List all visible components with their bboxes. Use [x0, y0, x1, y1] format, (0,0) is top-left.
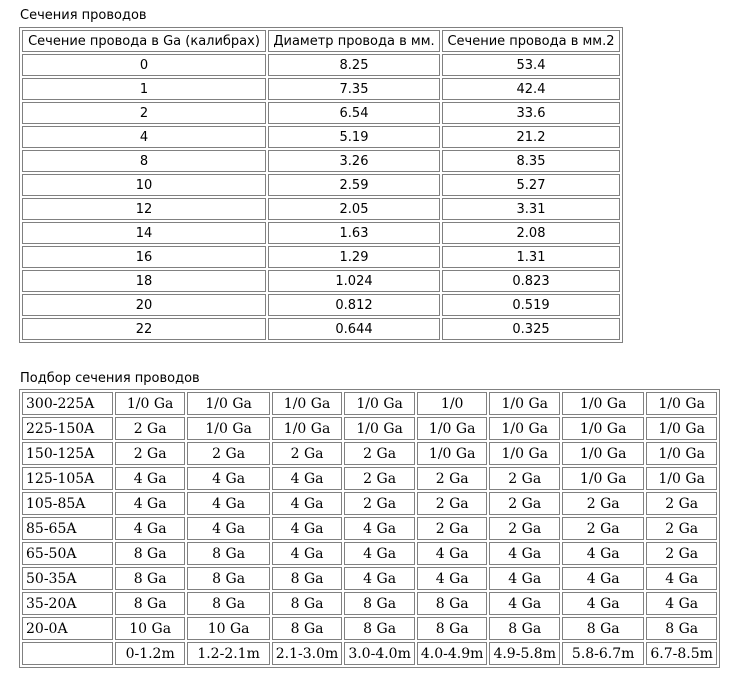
current-range-cell: 85-65A [22, 517, 113, 540]
diameter-cell: 2.59 [268, 174, 440, 196]
gauge-cell: 4 Ga [344, 567, 415, 590]
diameter-cell: 6.54 [268, 102, 440, 124]
table-row [22, 294, 620, 316]
gauge-cell: 2 Ga [646, 542, 717, 565]
header-cell-diameter: Диаметр провода в мм. [268, 30, 440, 52]
current-range-cell: 105-85A [22, 492, 113, 515]
table-row [22, 174, 620, 196]
area-cell: 53.4 [442, 54, 620, 76]
gauge-cell: 2 Ga [417, 492, 488, 515]
table-row [22, 150, 620, 172]
gauge-cell: 4 Ga [115, 492, 186, 515]
current-range-cell: 150-125A [22, 442, 113, 465]
gauge-cell: 2 Ga [344, 467, 415, 490]
gauge-cell: 4 Ga [187, 467, 269, 490]
gauge-cell: 8 Ga [115, 542, 186, 565]
area-cell: 5.27 [442, 174, 620, 196]
gauge-cell: 4 Ga [344, 542, 415, 565]
gauge-cell: 4 Ga [344, 517, 415, 540]
diameter-cell: 5.19 [268, 126, 440, 148]
table-row [22, 198, 620, 220]
gauge-cell: 1/0 Ga [489, 392, 560, 415]
gauge-cell: 1/0 Ga [562, 417, 644, 440]
gauge-cell: 1/0 Ga [417, 442, 488, 465]
length-cell: 1.2-2.1m [187, 642, 269, 665]
current-range-cell: 300-225A [22, 392, 113, 415]
gauge-cell: 1/0 Ga [562, 467, 644, 490]
gauge-cell: 22 [22, 318, 266, 340]
gauge-cell: 1/0 Ga [344, 417, 415, 440]
area-cell: 33.6 [442, 102, 620, 124]
gauge-cell: 8 Ga [489, 617, 560, 640]
table-row [22, 392, 717, 415]
gauge-cell: 1/0 Ga [646, 442, 717, 465]
gauge-cell: 8 Ga [272, 592, 343, 615]
gauge-cell: 1/0 Ga [272, 417, 343, 440]
gauge-cell: 16 [22, 246, 266, 268]
gauge-cell: 2 Ga [489, 517, 560, 540]
gauge-cell: 4 Ga [417, 542, 488, 565]
gauge-cell: 4 Ga [562, 592, 644, 615]
gauge-cell: 4 Ga [272, 517, 343, 540]
table-row [22, 318, 620, 340]
table-row [22, 467, 717, 490]
gauge-cell: 1/0 Ga [272, 392, 343, 415]
gauge-cell: 8 Ga [344, 617, 415, 640]
area-cell: 3.31 [442, 198, 620, 220]
gauge-cell: 2 Ga [187, 442, 269, 465]
area-cell: 0.519 [442, 294, 620, 316]
gauge-cell: 2 Ga [489, 467, 560, 490]
table-row [22, 542, 717, 565]
current-range-cell: 35-20A [22, 592, 113, 615]
gauge-cell: 4 Ga [417, 567, 488, 590]
gauge-cell: 4 Ga [646, 567, 717, 590]
gauge-cell: 8 Ga [272, 617, 343, 640]
gauge-cell: 2 Ga [562, 492, 644, 515]
gauge-cell: 1/0 Ga [187, 417, 269, 440]
length-cell: 5.8-6.7m [562, 642, 644, 665]
gauge-cell: 8 Ga [417, 617, 488, 640]
table-row [22, 617, 717, 640]
area-cell: 42.4 [442, 78, 620, 100]
gauge-cell: 1/0 Ga [344, 392, 415, 415]
gauge-cell: 1/0 Ga [489, 417, 560, 440]
gauge-cell: 8 Ga [272, 567, 343, 590]
gauge-cell: 10 [22, 174, 266, 196]
gauge-cell: 20 [22, 294, 266, 316]
table-row [22, 567, 717, 590]
gauge-cell: 1/0 Ga [417, 417, 488, 440]
gauge-cell: 2 Ga [272, 442, 343, 465]
table-row [22, 492, 717, 515]
diameter-cell: 7.35 [268, 78, 440, 100]
gauge-cell: 2 [22, 102, 266, 124]
diameter-cell: 0.812 [268, 294, 440, 316]
gauge-cell: 4 Ga [489, 567, 560, 590]
current-range-cell: 225-150A [22, 417, 113, 440]
current-range-cell: 65-50A [22, 542, 113, 565]
gauge-cell: 0 [22, 54, 266, 76]
table-row [22, 222, 620, 244]
gauge-cell: 1/0 Ga [562, 392, 644, 415]
table-row [22, 517, 717, 540]
gauge-cell: 2 Ga [417, 517, 488, 540]
table-row [22, 54, 620, 76]
gauge-cell: 1/0 Ga [489, 442, 560, 465]
gauge-cell: 18 [22, 270, 266, 292]
gauge-cell: 2 Ga [562, 517, 644, 540]
gauge-cell: 2 Ga [344, 492, 415, 515]
gauge-cell: 2 Ga [646, 517, 717, 540]
table-row [22, 417, 717, 440]
length-cell: 4.0-4.9m [417, 642, 488, 665]
gauge-cell: 4 Ga [115, 517, 186, 540]
gauge-cell: 8 [22, 150, 266, 172]
selection-table-title: Подбор сечения проводов [20, 371, 200, 386]
area-cell: 0.823 [442, 270, 620, 292]
gauge-cell: 1/0 Ga [646, 392, 717, 415]
gauge-cell: 8 Ga [187, 592, 269, 615]
gauge-cell: 10 Ga [187, 617, 269, 640]
gauge-cell: 8 Ga [115, 592, 186, 615]
gauge-cell: 8 Ga [646, 617, 717, 640]
gauge-cell: 4 Ga [489, 592, 560, 615]
gauge-cell: 2 Ga [417, 467, 488, 490]
current-range-cell: 125-105A [22, 467, 113, 490]
gauge-cell: 2 Ga [489, 492, 560, 515]
table-row [22, 246, 620, 268]
current-range-cell: 50-35A [22, 567, 113, 590]
gauge-cell: 1 [22, 78, 266, 100]
gauge-cell: 8 Ga [562, 617, 644, 640]
wire-sections-table [19, 27, 623, 343]
length-cell: 6.7-8.5m [646, 642, 717, 665]
gauge-cell: 2 Ga [646, 492, 717, 515]
table-row [22, 102, 620, 124]
gauge-cell: 1/0 Ga [115, 392, 186, 415]
length-row [22, 642, 717, 665]
gauge-cell: 4 Ga [562, 567, 644, 590]
gauge-cell: 2 Ga [115, 417, 186, 440]
diameter-cell: 3.26 [268, 150, 440, 172]
length-cell: 0-1.2m [115, 642, 186, 665]
gauge-cell: 8 Ga [417, 592, 488, 615]
gauge-cell: 4 Ga [646, 592, 717, 615]
gauge-cell: 8 Ga [344, 592, 415, 615]
gauge-cell: 4 [22, 126, 266, 148]
table-row [22, 592, 717, 615]
table-row [22, 270, 620, 292]
gauge-cell: 1/0 [417, 392, 488, 415]
length-cell: 2.1-3.0m [272, 642, 343, 665]
table-row [22, 126, 620, 148]
wire-selection-table [19, 389, 720, 668]
table-row [22, 442, 717, 465]
gauge-cell: 8 Ga [115, 567, 186, 590]
header-cell-gauge: Сечение провода в Ga (калибрах) [22, 30, 266, 52]
gauge-cell: 4 Ga [562, 542, 644, 565]
current-range-cell: 20-0A [22, 617, 113, 640]
gauge-cell: 4 Ga [187, 517, 269, 540]
gauge-cell: 4 Ga [272, 467, 343, 490]
gauge-cell: 4 Ga [272, 542, 343, 565]
diameter-cell: 2.05 [268, 198, 440, 220]
gauge-cell: 2 Ga [344, 442, 415, 465]
gauge-cell: 1/0 Ga [646, 417, 717, 440]
gauge-cell: 4 Ga [489, 542, 560, 565]
diameter-cell: 1.29 [268, 246, 440, 268]
gauge-cell: 4 Ga [115, 467, 186, 490]
area-cell: 8.35 [442, 150, 620, 172]
area-cell: 1.31 [442, 246, 620, 268]
gauge-cell: 4 Ga [272, 492, 343, 515]
table-row [22, 78, 620, 100]
diameter-cell: 0.644 [268, 318, 440, 340]
sections-table-title: Сечения проводов [20, 8, 147, 23]
length-cell: 3.0-4.0m [344, 642, 415, 665]
gauge-cell: 12 [22, 198, 266, 220]
gauge-cell: 1/0 Ga [646, 467, 717, 490]
area-cell: 21.2 [442, 126, 620, 148]
gauge-cell: 1/0 Ga [187, 392, 269, 415]
diameter-cell: 8.25 [268, 54, 440, 76]
length-cell: 4.9-5.8m [489, 642, 560, 665]
table-header-row [22, 30, 620, 52]
gauge-cell: 4 Ga [187, 492, 269, 515]
area-cell: 2.08 [442, 222, 620, 244]
gauge-cell: 8 Ga [187, 567, 269, 590]
gauge-cell: 1/0 Ga [562, 442, 644, 465]
gauge-cell: 14 [22, 222, 266, 244]
header-cell-area: Сечение провода в мм.2 [442, 30, 620, 52]
area-cell: 0.325 [442, 318, 620, 340]
diameter-cell: 1.024 [268, 270, 440, 292]
gauge-cell: 8 Ga [187, 542, 269, 565]
gauge-cell: 2 Ga [115, 442, 186, 465]
length-cell [22, 642, 113, 665]
diameter-cell: 1.63 [268, 222, 440, 244]
gauge-cell: 10 Ga [115, 617, 186, 640]
